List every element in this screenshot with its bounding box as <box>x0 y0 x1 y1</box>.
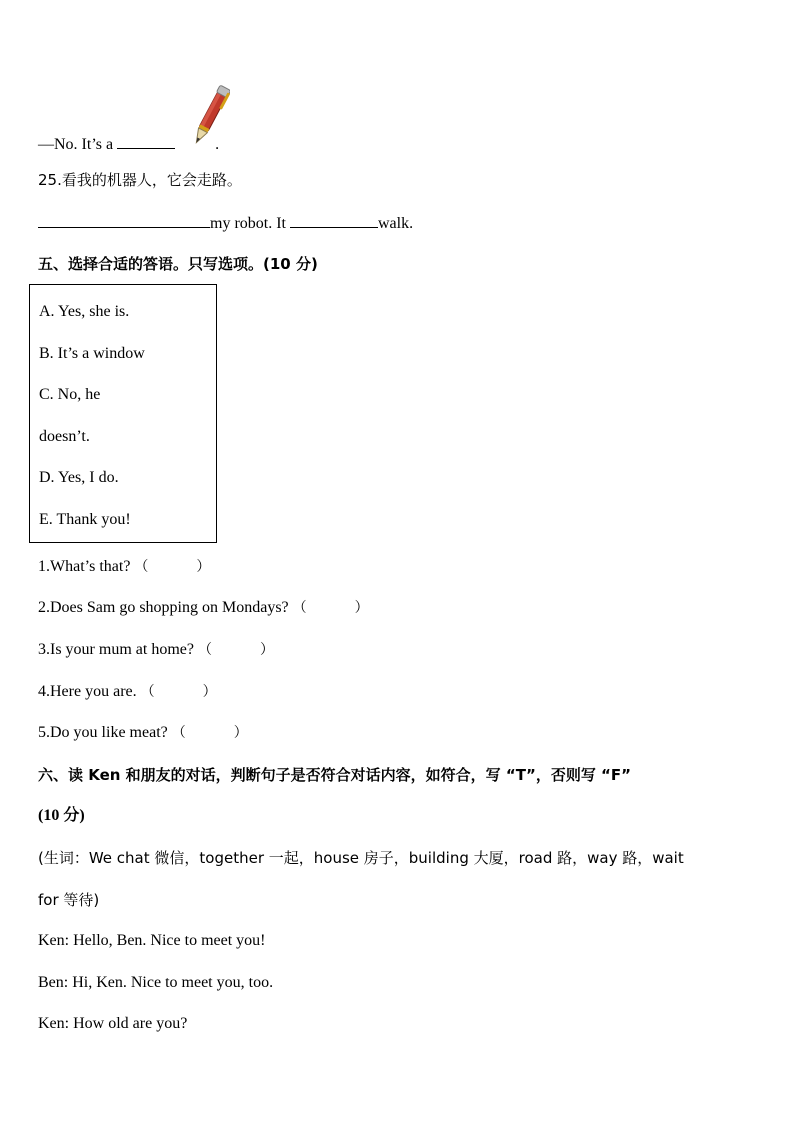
option-c: C. No, he <box>39 386 101 403</box>
s5-question-3-open-paren: （ <box>197 642 212 658</box>
s5-question-2-open-paren: （ <box>292 600 307 616</box>
q24-period: . <box>215 136 220 153</box>
s5-question-3 <box>38 640 274 660</box>
pen-icon <box>190 84 230 150</box>
s5-question-5-open-paren: （ <box>171 725 186 741</box>
s5-question-1-close-paren: ） <box>196 559 211 575</box>
s5-question-4-close-paren: ） <box>202 684 217 700</box>
option-c-continued: doesn’t. <box>39 428 90 445</box>
vocabulary-note-line-2: for 等待) <box>38 891 100 909</box>
vocabulary-note-line-1: (生词：We chat 微信，together 一起，house 房子，building 大厦，road 路，way 路，wait <box>38 849 684 867</box>
answer-options-box <box>29 284 217 543</box>
q24-answer-blank[interactable] <box>117 133 175 149</box>
s5-question-5-close-paren: ） <box>233 725 248 741</box>
section6-heading: 六、读 Ken 和朋友的对话，判断句子是否符合对话内容，如符合，写 “T”，否则写 “F” <box>38 766 632 784</box>
q25-end-text: walk. <box>378 215 414 232</box>
section6-score: (10 分) <box>38 807 85 824</box>
s5-question-2-close-paren: ） <box>354 600 369 616</box>
s5-question-5-text: 5.Do you like meat? <box>38 724 168 741</box>
option-a: A. Yes, she is. <box>39 303 130 320</box>
q25-answer-line <box>38 212 413 234</box>
s5-question-4-text: 4.Here you are. <box>38 683 137 700</box>
s5-question-1 <box>38 557 210 577</box>
section5-heading: 五、选择合适的答语。只写选项。(10 分) <box>38 255 318 273</box>
s5-question-2 <box>38 598 369 618</box>
s5-question-5 <box>38 723 248 743</box>
q25-mid-text: my robot. It <box>210 215 290 232</box>
q24-prefix: —No. It’s a <box>38 136 118 153</box>
s5-question-3-close-paren: ） <box>259 642 274 658</box>
option-d: D. Yes, I do. <box>39 469 119 486</box>
option-e: E. Thank you! <box>39 511 131 528</box>
s5-question-3-text: 3.Is your mum at home? <box>38 641 194 658</box>
dialogue-line-1: Ken: Hello, Ben. Nice to meet you! <box>38 932 266 949</box>
option-b: B. It’s a window <box>39 345 145 362</box>
q25-prompt: 25.看我的机器人，它会走路。 <box>38 171 242 189</box>
q25-answer-blank-1[interactable] <box>38 212 210 228</box>
dialogue-line-2: Ben: Hi, Ken. Nice to meet you, too. <box>38 974 274 991</box>
q25-answer-blank-2[interactable] <box>290 212 378 228</box>
s5-question-2-text: 2.Does Sam go shopping on Mondays? <box>38 599 289 616</box>
s5-question-4-open-paren: （ <box>140 684 155 700</box>
s5-question-1-text: 1.What’s that? <box>38 558 131 575</box>
s5-question-4 <box>38 682 217 702</box>
s5-question-1-open-paren: （ <box>134 559 149 575</box>
dialogue-line-3: Ken: How old are you? <box>38 1015 188 1032</box>
